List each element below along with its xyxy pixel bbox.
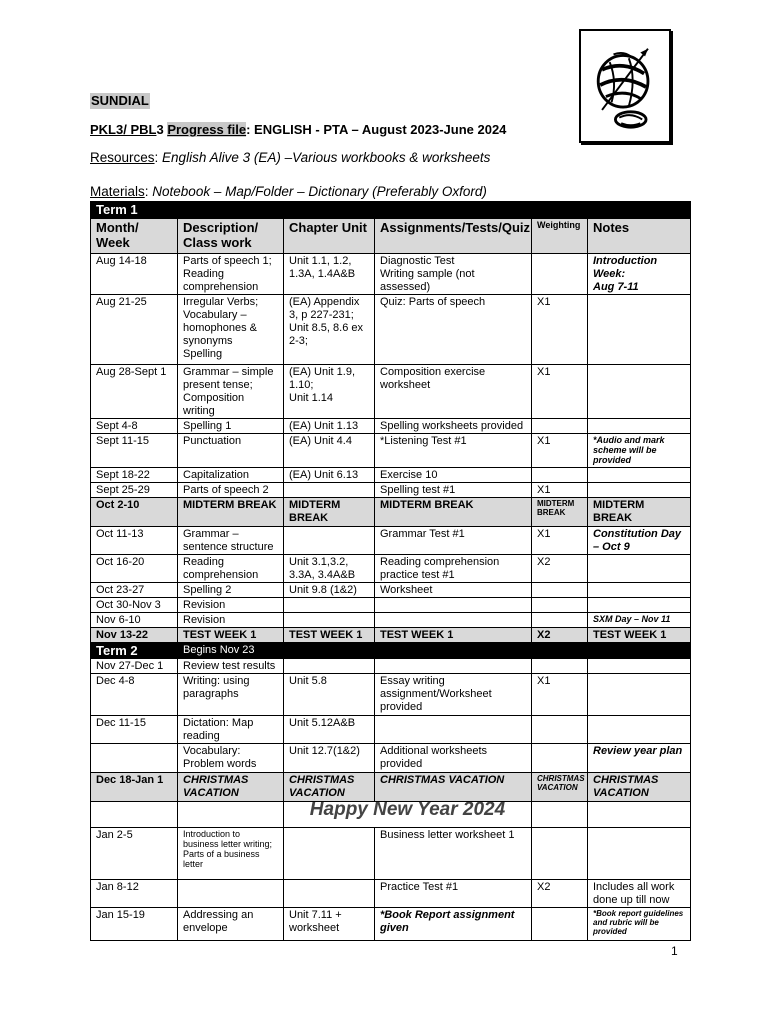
cell-notes: Includes all work done up till now xyxy=(588,880,691,908)
cell-desc: CHRISTMAS VACATION xyxy=(178,773,284,802)
resources-text: English Alive 3 (EA) –Various workbooks & worksheets xyxy=(162,150,491,165)
term-2-start-note: Begins Nov 23 xyxy=(178,643,691,659)
cell-assign: Worksheet xyxy=(375,583,532,598)
cell-weight: CHRISTMAS VACATION xyxy=(532,773,588,802)
table-row xyxy=(91,527,691,555)
cell-unit: Unit 5.8 xyxy=(284,674,375,716)
cell-weight: X1 xyxy=(532,295,588,365)
cell-desc: Writing: using paragraphs xyxy=(178,674,284,716)
column-header: Month/ Week xyxy=(91,219,178,254)
table-row xyxy=(91,744,691,773)
cell-assign xyxy=(375,716,532,744)
table-header-row xyxy=(91,219,691,254)
document-title xyxy=(90,122,506,138)
cell-desc: Grammar – simple present tense; Composition writing xyxy=(178,365,284,419)
cell-week: Nov 27-Dec 1 xyxy=(91,659,178,674)
table-row xyxy=(91,598,691,613)
table-row xyxy=(91,674,691,716)
cell-week: Jan 15-19 xyxy=(91,908,178,941)
table-row xyxy=(91,254,691,295)
cell-notes: Review year plan xyxy=(588,744,691,773)
cell-notes: *Audio and mark scheme will be provided xyxy=(588,434,691,468)
cell-desc xyxy=(178,880,284,908)
cell-weight: X2 xyxy=(532,628,588,643)
cell-unit: Unit 1.1, 1.2, 1.3A, 1.4A&B xyxy=(284,254,375,295)
cell-weight: X2 xyxy=(532,880,588,908)
resources-line xyxy=(90,150,490,166)
cell-weight xyxy=(532,419,588,434)
column-header: Description/ Class work xyxy=(178,219,284,254)
school-name: SUNDIAL xyxy=(91,93,149,108)
cell-notes xyxy=(588,419,691,434)
cell-desc: Parts of speech 1; Reading comprehension xyxy=(178,254,284,295)
cell-assign: Grammar Test #1 xyxy=(375,527,532,555)
cell-weight xyxy=(532,598,588,613)
cell-assign: Spelling test #1 xyxy=(375,483,532,498)
schedule-table xyxy=(90,201,691,941)
cell-unit: (EA) Unit 1.9, 1.10; Unit 1.14 xyxy=(284,365,375,419)
cell-desc: Vocabulary: Problem words xyxy=(178,744,284,773)
cell-desc: Spelling 2 xyxy=(178,583,284,598)
cell-unit xyxy=(284,659,375,674)
cell-weight: X2 xyxy=(532,555,588,583)
cell-week: Aug 28-Sept 1 xyxy=(91,365,178,419)
cell-notes xyxy=(588,483,691,498)
cell-unit: (EA) Unit 6.13 xyxy=(284,468,375,483)
cell-unit: Unit 7.11 + worksheet xyxy=(284,908,375,941)
cell-assign: TEST WEEK 1 xyxy=(375,628,532,643)
term-2-row xyxy=(91,643,691,659)
cell-desc: Punctuation xyxy=(178,434,284,468)
cell-assign: Quiz: Parts of speech xyxy=(375,295,532,365)
cell-unit: MIDTERM BREAK xyxy=(284,498,375,527)
materials-label: Materials xyxy=(90,184,145,199)
cell-week: Sept 11-15 xyxy=(91,434,178,468)
cell-week: Sept 25-29 xyxy=(91,483,178,498)
cell-assign: Diagnostic Test Writing sample (not assessed) xyxy=(375,254,532,295)
term-2-label: Term 2 xyxy=(91,643,178,659)
cell-desc: Grammar – sentence structure xyxy=(178,527,284,555)
title-progress-file: Progress file xyxy=(167,122,247,137)
cell-weight xyxy=(532,468,588,483)
cell-assign xyxy=(375,659,532,674)
cell-desc: Addressing an envelope xyxy=(178,908,284,941)
cell-week: Nov 13-22 xyxy=(91,628,178,643)
cell-weight xyxy=(532,583,588,598)
table-cell xyxy=(178,802,284,828)
title-code: PKL3/ PBL xyxy=(90,122,157,137)
cell-assign: Reading comprehension practice test #1 xyxy=(375,555,532,583)
cell-notes xyxy=(588,674,691,716)
cell-desc: Dictation: Map reading xyxy=(178,716,284,744)
cell-weight: X1 xyxy=(532,434,588,468)
cell-desc: Reading comprehension xyxy=(178,555,284,583)
table-cell xyxy=(532,802,588,828)
cell-notes xyxy=(588,716,691,744)
cell-weight: MIDTERM BREAK xyxy=(532,498,588,527)
cell-desc: Irregular Verbs; Vocabulary – homophones & synonyms Spelling xyxy=(178,295,284,365)
cell-assign: Composition exercise worksheet xyxy=(375,365,532,419)
cell-unit: (EA) Appendix 3, p 227-231; Unit 8.5, 8.6 ex 2-3; xyxy=(284,295,375,365)
cell-assign: *Book Report assignment given xyxy=(375,908,532,941)
cell-week: Oct 16-20 xyxy=(91,555,178,583)
cell-week: Oct 23-27 xyxy=(91,583,178,598)
cell-unit: (EA) Unit 1.13 xyxy=(284,419,375,434)
term-1-row xyxy=(91,202,691,219)
cell-unit: (EA) Unit 4.4 xyxy=(284,434,375,468)
cell-notes: Introduction Week: Aug 7-11 xyxy=(588,254,691,295)
cell-assign: Additional worksheets provided xyxy=(375,744,532,773)
cell-week: Oct 2-10 xyxy=(91,498,178,527)
table-row xyxy=(91,498,691,527)
cell-weight: X1 xyxy=(532,483,588,498)
cell-week: Jan 2-5 xyxy=(91,828,178,880)
cell-desc: Revision xyxy=(178,598,284,613)
materials-text: Notebook – Map/Folder – Dictionary (Preferably Oxford) xyxy=(152,184,487,199)
table-row xyxy=(91,880,691,908)
cell-desc: Spelling 1 xyxy=(178,419,284,434)
cell-unit: Unit 3.1,3.2, 3.3A, 3.4A&B xyxy=(284,555,375,583)
sundial-logo xyxy=(579,29,671,143)
table-row xyxy=(91,419,691,434)
cell-week: Dec 4-8 xyxy=(91,674,178,716)
cell-week: Dec 11-15 xyxy=(91,716,178,744)
cell-notes: Constitution Day – Oct 9 xyxy=(588,527,691,555)
cell-assign: Business letter worksheet 1 xyxy=(375,828,532,880)
cell-notes xyxy=(588,365,691,419)
cell-week: Nov 6-10 xyxy=(91,613,178,628)
table-row xyxy=(91,828,691,880)
table-cell xyxy=(588,802,691,828)
cell-unit: CHRISTMAS VACATION xyxy=(284,773,375,802)
cell-desc: Introduction to business letter writing; Parts of a business letter xyxy=(178,828,284,880)
cell-desc: Review test results xyxy=(178,659,284,674)
cell-notes: CHRISTMAS VACATION xyxy=(588,773,691,802)
table-row xyxy=(91,483,691,498)
schedule-body xyxy=(91,202,691,941)
cell-weight: X1 xyxy=(532,365,588,419)
cell-unit: TEST WEEK 1 xyxy=(284,628,375,643)
title-dates: – August 2023-June 2024 xyxy=(347,122,507,137)
table-row xyxy=(91,468,691,483)
cell-assign xyxy=(375,613,532,628)
cell-assign: CHRISTMAS VACATION xyxy=(375,773,532,802)
cell-unit xyxy=(284,598,375,613)
cell-week: Sept 18-22 xyxy=(91,468,178,483)
cell-unit xyxy=(284,613,375,628)
cell-notes xyxy=(588,598,691,613)
cell-desc: Parts of speech 2 xyxy=(178,483,284,498)
cell-week: Aug 21-25 xyxy=(91,295,178,365)
materials-line xyxy=(90,184,487,200)
cell-weight xyxy=(532,908,588,941)
banner-row xyxy=(91,802,691,828)
table-row xyxy=(91,628,691,643)
materials-separator: : xyxy=(144,184,153,199)
cell-unit: Unit 5.12A&B xyxy=(284,716,375,744)
cell-notes: *Book report guidelines and rubric will be provided xyxy=(588,908,691,941)
resources-separator: : xyxy=(154,150,163,165)
table-row xyxy=(91,295,691,365)
cell-weight xyxy=(532,828,588,880)
cell-weight xyxy=(532,613,588,628)
cell-assign: Spelling worksheets provided xyxy=(375,419,532,434)
column-header: Weighting xyxy=(532,219,588,254)
cell-unit xyxy=(284,880,375,908)
cell-desc: MIDTERM BREAK xyxy=(178,498,284,527)
cell-assign xyxy=(375,598,532,613)
cell-notes xyxy=(588,295,691,365)
column-header: Notes xyxy=(588,219,691,254)
table-row xyxy=(91,365,691,419)
table-row xyxy=(91,613,691,628)
page-number: 1 xyxy=(671,944,678,958)
cell-weight: X1 xyxy=(532,527,588,555)
cell-notes: MIDTERM BREAK xyxy=(588,498,691,527)
table-cell xyxy=(91,802,178,828)
cell-notes xyxy=(588,583,691,598)
cell-week: Oct 11-13 xyxy=(91,527,178,555)
cell-unit xyxy=(284,527,375,555)
cell-notes: SXM Day – Nov 11 xyxy=(588,613,691,628)
happy-new-year-banner: Happy New Year 2024 xyxy=(284,802,532,828)
cell-weight: X1 xyxy=(532,674,588,716)
table-row xyxy=(91,555,691,583)
cell-assign: Exercise 10 xyxy=(375,468,532,483)
cell-assign: Essay writing assignment/Worksheet provided xyxy=(375,674,532,716)
cell-notes xyxy=(588,828,691,880)
column-header: Chapter Unit xyxy=(284,219,375,254)
resources-label: Resources xyxy=(90,150,155,165)
cell-assign: *Listening Test #1 xyxy=(375,434,532,468)
cell-week: Oct 30-Nov 3 xyxy=(91,598,178,613)
title-subject: : ENGLISH - PTA xyxy=(246,122,348,137)
table-row xyxy=(91,908,691,941)
cell-desc: Revision xyxy=(178,613,284,628)
cell-weight xyxy=(532,659,588,674)
cell-assign: MIDTERM BREAK xyxy=(375,498,532,527)
cell-unit xyxy=(284,483,375,498)
cell-week xyxy=(91,744,178,773)
globe-icon xyxy=(581,31,669,141)
cell-unit: Unit 9.8 (1&2) xyxy=(284,583,375,598)
term-1-label: Term 1 xyxy=(91,202,691,219)
cell-week: Dec 18-Jan 1 xyxy=(91,773,178,802)
cell-week: Jan 8-12 xyxy=(91,880,178,908)
cell-week: Aug 14-18 xyxy=(91,254,178,295)
cell-notes xyxy=(588,555,691,583)
cell-notes xyxy=(588,468,691,483)
title-code-suffix: 3 xyxy=(156,122,168,137)
cell-notes xyxy=(588,659,691,674)
cell-assign: Practice Test #1 xyxy=(375,880,532,908)
table-row xyxy=(91,583,691,598)
cell-weight xyxy=(532,254,588,295)
table-row xyxy=(91,434,691,468)
table-row xyxy=(91,659,691,674)
table-row xyxy=(91,773,691,802)
cell-unit: Unit 12.7(1&2) xyxy=(284,744,375,773)
cell-weight xyxy=(532,716,588,744)
cell-unit xyxy=(284,828,375,880)
column-header: Assignments/Tests/Quiz xyxy=(375,219,532,254)
cell-desc: Capitalization xyxy=(178,468,284,483)
cell-desc: TEST WEEK 1 xyxy=(178,628,284,643)
cell-weight xyxy=(532,744,588,773)
table-row xyxy=(91,716,691,744)
cell-notes: TEST WEEK 1 xyxy=(588,628,691,643)
cell-week: Sept 4-8 xyxy=(91,419,178,434)
